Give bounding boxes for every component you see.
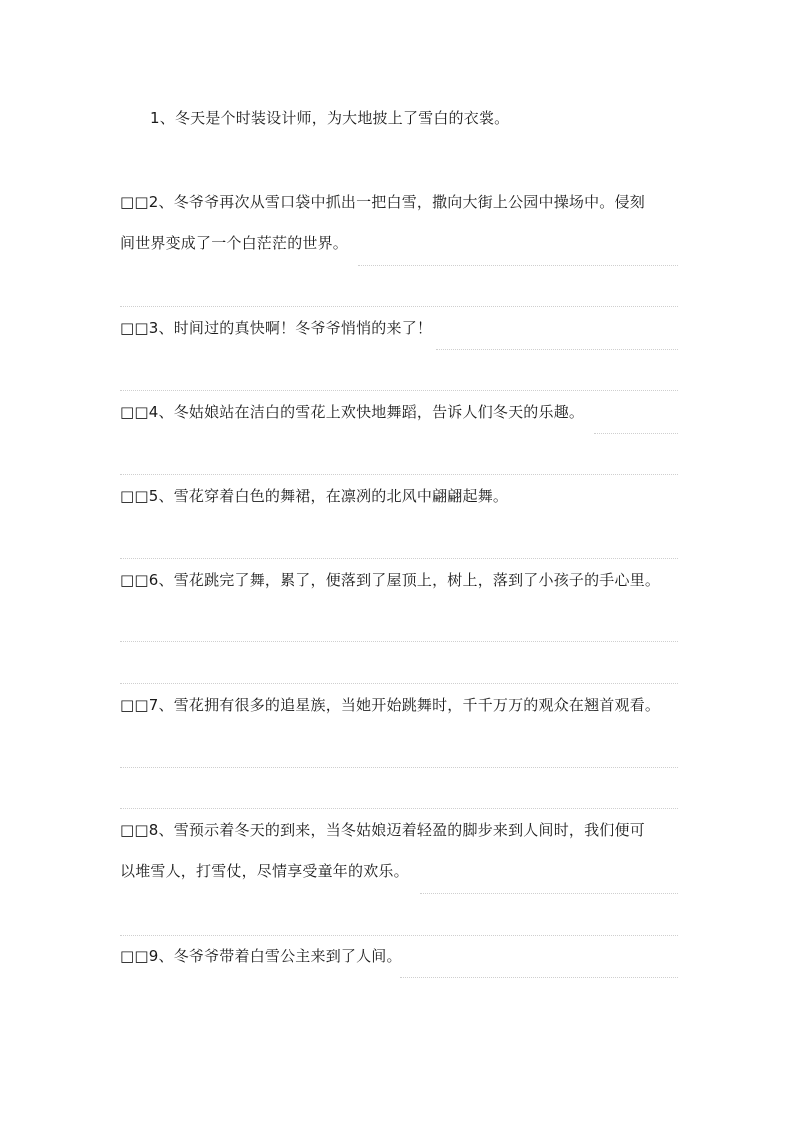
dotted-rule [358,265,678,266]
dotted-rule [420,893,678,894]
dotted-rule [120,474,678,475]
sentence-2-line-1: □□2、冬爷爷再次从雪口袋中抓出一把白雪，撒向大街上公园中操场中。侵刻 [120,193,645,211]
sentence-8-line-1: □□8、雪预示着冬天的到来，当冬姑娘迈着轻盈的脚步来到人间时，我们便可 [120,821,645,839]
sentence-5: □□5、雪花穿着白色的舞裙，在凛冽的北风中翩翩起舞。 [120,487,509,505]
sentence-8-line-2: 以堆雪人，打雪仗，尽情享受童年的欢乐。 [120,862,409,880]
dotted-rule [120,808,678,809]
sentence-2-line-2: 间世界变成了一个白茫茫的世界。 [120,234,349,252]
sentence-9: □□9、冬爷爷带着白雪公主来到了人间。 [120,947,402,965]
sentence-4: □□4、冬姑娘站在洁白的雪花上欢快地舞蹈，告诉人们冬天的乐趣。 [120,403,585,421]
sentence-3: □□3、时间过的真快啊！冬爷爷悄悄的来了！ [120,319,433,337]
dotted-rule [120,558,678,559]
sentence-7: □□7、雪花拥有很多的追星族，当她开始跳舞时，千千万万的观众在翘首观看。 [120,696,661,714]
dotted-rule [120,935,678,936]
dotted-rule [120,306,678,307]
sentence-1: 1、冬天是个时装设计师，为大地披上了雪白的衣裳。 [150,109,510,127]
dotted-rule [120,683,678,684]
dotted-rule [120,641,678,642]
sentence-6: □□6、雪花跳完了舞，累了，便落到了屋顶上，树上，落到了小孩子的手心里。 [120,571,661,589]
dotted-rule [594,433,678,434]
dotted-rule [120,767,678,768]
dotted-rule [436,349,678,350]
dotted-rule [120,390,678,391]
dotted-rule [400,977,678,978]
